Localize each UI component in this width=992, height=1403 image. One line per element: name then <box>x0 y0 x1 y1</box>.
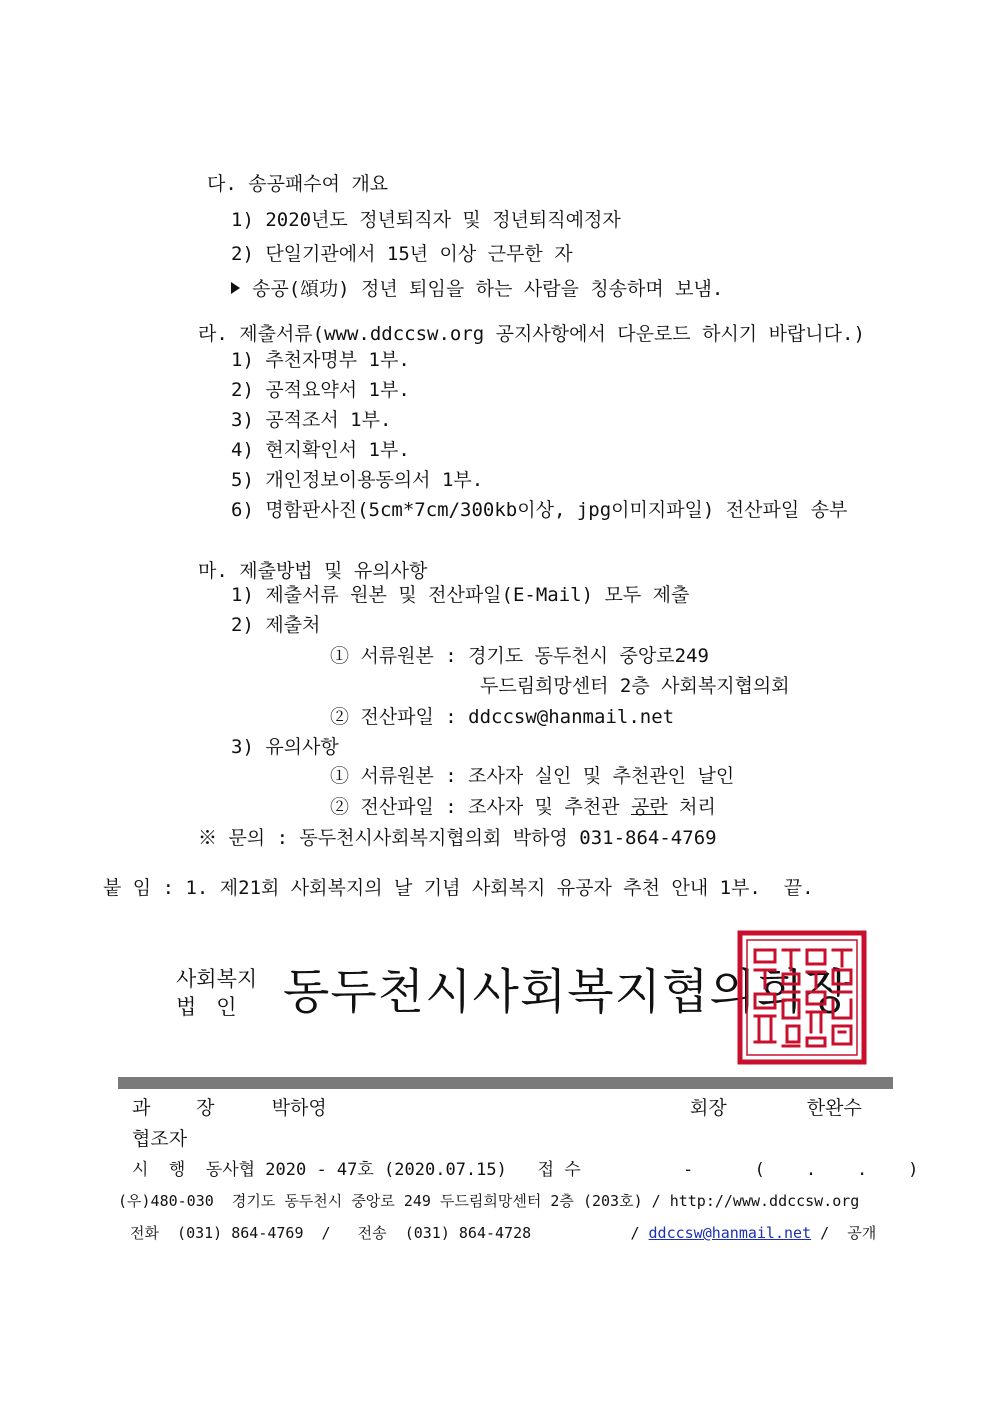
section-ma-item-1: 1) 제출서류 원본 및 전산파일(E-Mail) 모두 제출 <box>231 584 690 606</box>
section-ra-item-5: 5) 개인정보이용동의서 1부. <box>231 469 484 491</box>
attachment-line: 붙 임 : 1. 제21회 사회복지의 날 기념 사회복지 유공자 추천 안내 1부. 끝. <box>103 877 814 899</box>
caution-file-process: 처리 <box>667 796 716 818</box>
section-da-heading: 다. 송공패수여 개요 <box>207 173 389 195</box>
footer-disclosure: / 공개 <box>811 1224 877 1242</box>
section-ra-item-2: 2) 공적요약서 1부. <box>231 379 410 401</box>
section-ra-item-4: 4) 현지확인서 1부. <box>231 439 410 461</box>
footer-contact-phone: 전화 (031) 864-4769 / 전송 (031) 864-4728 / <box>130 1224 649 1242</box>
footer-cooperator: 협조자 <box>132 1128 188 1150</box>
footer-enforcement: 시 행 동사협 2020 - 47호 (2020.07.15) 접 수 - ( . . ) <box>132 1160 919 1180</box>
caution-file-text: ② 전산파일 : 조사자 및 추천관 <box>330 796 631 818</box>
section-ma-item-2: 2) 제출처 <box>231 614 321 636</box>
submit-original-address-2: 두드림희망센터 2층 사회복지협의회 <box>480 675 790 697</box>
caution-file <box>330 795 716 819</box>
section-da-item-2: 2) 단일기관에서 15년 이상 근무한 자 <box>231 243 573 265</box>
section-da-note-text: 송공(頌功) 정년 퇴임을 하는 사람을 칭송하며 보냄. <box>252 278 724 300</box>
footer-divider <box>118 1077 893 1089</box>
footer-contact <box>130 1223 876 1243</box>
submit-original-address: ① 서류원본 : 경기도 동두천시 중앙로249 <box>330 645 709 667</box>
section-ra-item-6: 6) 명함판사진(5cm*7cm/300kb이상, jpg이미지파일) 전산파일 송부 <box>231 499 848 521</box>
section-ma-heading: 마. 제출방법 및 유의사항 <box>198 560 428 582</box>
section-da-item-1: 1) 2020년도 정년퇴직자 및 정년퇴직예정자 <box>231 209 621 231</box>
inquiry: ※ 문의 : 동두천시사회복지협의회 박하영 031-864-4769 <box>198 827 717 849</box>
caution-original: ① 서류원본 : 조사자 실인 및 추천관인 날인 <box>330 765 735 787</box>
official-seal-icon <box>737 930 867 1065</box>
corp-label-line-1: 사회복지 <box>176 967 258 991</box>
footer-manager: 과 장 박하영 <box>132 1097 327 1119</box>
footer-president: 회장 한완수 <box>690 1097 862 1119</box>
footer-address: (우)480-030 경기도 동두천시 중앙로 249 두드림희망센터 2층 (203호) / http://www.ddccsw.org <box>118 1192 860 1210</box>
triangle-bullet-icon <box>231 282 240 294</box>
footer-email-link[interactable]: ddccsw@hanmail.net <box>648 1224 812 1242</box>
section-ma-item-3: 3) 유의사항 <box>231 736 339 758</box>
section-ra-item-3: 3) 공적조서 1부. <box>231 409 392 431</box>
section-da-note <box>231 277 723 301</box>
section-ra-item-1: 1) 추천자명부 1부. <box>231 349 410 371</box>
section-ra-heading: 라. 제출서류(www.ddccsw.org 공지사항에서 다운로드 하시기 바랍니다.) <box>198 323 865 345</box>
corp-label-line-2: 법 인 <box>176 995 237 1019</box>
organization-head-title: 동두천시사회복지협의회장 <box>283 964 852 1020</box>
submit-email: ② 전산파일 : ddccsw@hanmail.net <box>330 706 675 728</box>
caution-file-blank: 공란 <box>630 796 668 818</box>
